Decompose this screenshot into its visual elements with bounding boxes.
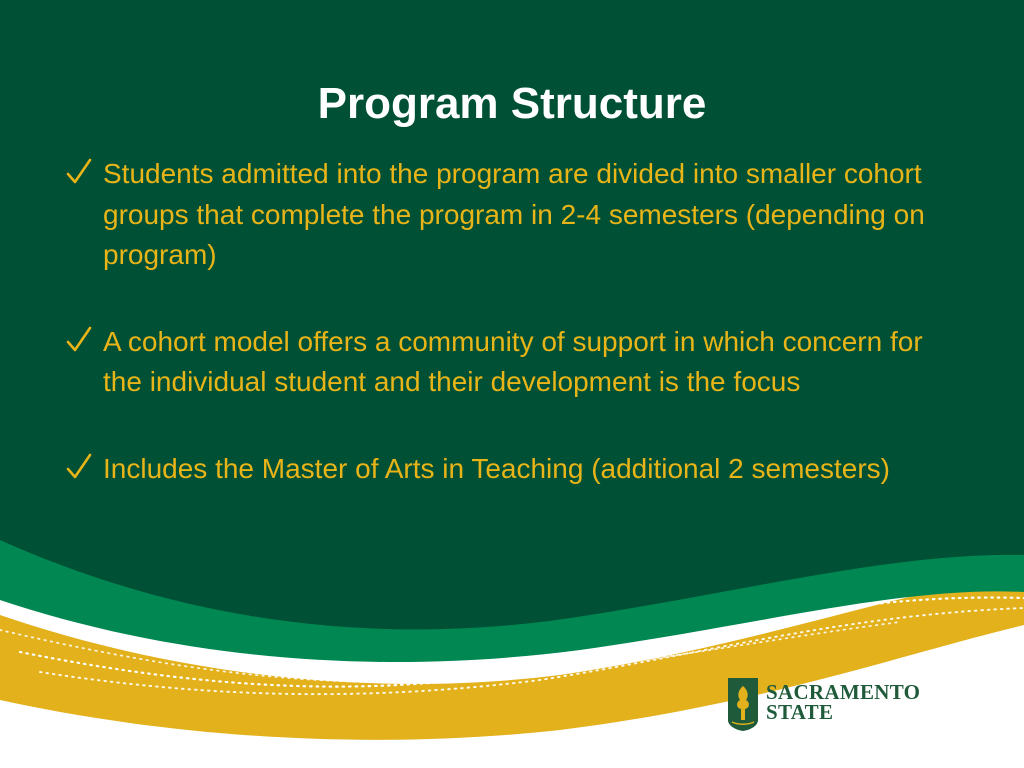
bullet-item xyxy=(62,154,962,276)
logo-wordmark xyxy=(766,682,920,722)
sacramento-state-logo xyxy=(726,676,936,732)
sac-state-tree-emblem-icon xyxy=(726,676,760,732)
checkmark-icon xyxy=(64,154,94,194)
bullet-item xyxy=(62,322,962,403)
bullet-text: A cohort model offers a community of support in which concern for the individual student and their development is the focus xyxy=(103,325,923,397)
bullet-text: Includes the Master of Arts in Teaching (additional 2 semesters) xyxy=(103,452,890,484)
bullet-text: Students admitted into the program are divided into smaller cohort groups that complete the program in 2-4 semesters (depending on program) xyxy=(103,158,925,270)
logo-line-2: STATE xyxy=(766,700,834,724)
bullet-item xyxy=(62,449,962,490)
checkmark-icon xyxy=(64,322,94,362)
checkmark-icon xyxy=(64,449,94,489)
slide-title: Program Structure xyxy=(317,79,707,128)
bullet-list xyxy=(62,154,962,489)
logo-line-1: SACRAMENTO xyxy=(766,680,921,704)
